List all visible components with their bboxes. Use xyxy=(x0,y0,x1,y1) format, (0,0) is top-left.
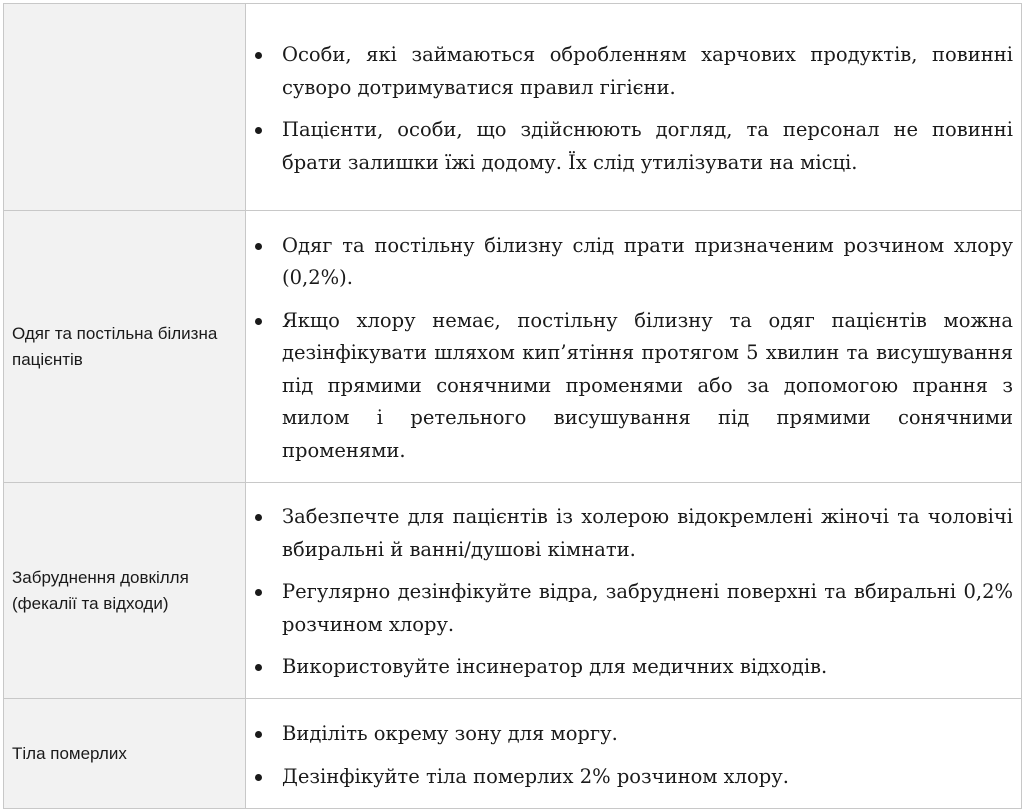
list-item-text: Дезінфікуйте тіла померлих 2% розчином хлору. xyxy=(282,764,789,788)
table-row xyxy=(4,4,1022,211)
list-item xyxy=(246,230,1013,295)
bullet-list xyxy=(246,718,1013,793)
list-item xyxy=(246,305,1013,468)
bullet-icon xyxy=(255,514,262,521)
bullet-icon xyxy=(255,589,262,596)
table-row xyxy=(4,699,1022,809)
list-item xyxy=(246,651,1013,684)
row-label xyxy=(4,4,246,211)
list-item-text: Якщо хлору немає, постільну білизну та одяг пацієнтів можна дезінфікувати шляхом кип’ятіння протягом 5 хвилин та висушування під прямими сонячними променями або за допомогою прання з милом і ретельного висушування під прямими сонячними променями. xyxy=(282,308,1013,462)
table-row xyxy=(4,211,1022,483)
bullet-list xyxy=(246,39,1013,179)
list-item xyxy=(246,501,1013,566)
list-item-text: Пацієнти, особи, що здійснюють догляд, та персонал не повинні брати залишки їжі додому. Їх слід утилізувати на місці. xyxy=(282,118,1013,174)
row-label: Одяг та постільна білизна пацієнтів xyxy=(4,211,246,483)
list-item-text: Використовуйте інсинератор для медичних відходів. xyxy=(282,655,828,679)
row-content xyxy=(246,483,1022,699)
table-row xyxy=(4,483,1022,699)
list-item xyxy=(246,761,1013,794)
bullet-icon xyxy=(255,664,262,671)
list-item-text: Регулярно дезінфікуйте відра, забруднені поверхні та вбиральні 0,2% розчином хлору. xyxy=(282,580,1013,636)
guidelines-table xyxy=(3,3,1022,809)
list-item-text: Одяг та постільну білизну слід прати призначеним розчином хлору (0,2%). xyxy=(282,233,1013,290)
bullet-list xyxy=(246,230,1013,468)
list-item xyxy=(246,576,1013,641)
list-item-text: Виділіть окрему зону для моргу. xyxy=(282,722,618,745)
row-content xyxy=(246,4,1022,211)
row-label: Забруднення довкілля (фекалії та відходи) xyxy=(4,483,246,699)
list-item xyxy=(246,39,1013,104)
row-label: Тіла померлих xyxy=(4,699,246,809)
bullet-icon xyxy=(255,731,262,738)
list-item-text: Забезпечте для пацієнтів із холерою відокремлені жіночі та чоловічі вбиральні й ванні/душові кімнати. xyxy=(282,505,1013,561)
list-item-text: Особи, які займаються обробленням харчових продуктів, повинні суворо дотримуватися правил гігієни. xyxy=(282,43,1013,99)
bullet-icon xyxy=(255,243,262,250)
bullet-list xyxy=(246,501,1013,684)
list-item xyxy=(246,718,1013,751)
bullet-icon xyxy=(255,127,262,134)
bullet-icon xyxy=(255,774,262,781)
bullet-icon xyxy=(255,52,262,59)
row-content xyxy=(246,211,1022,483)
list-item xyxy=(246,114,1013,179)
row-content xyxy=(246,699,1022,809)
bullet-icon xyxy=(255,318,262,325)
